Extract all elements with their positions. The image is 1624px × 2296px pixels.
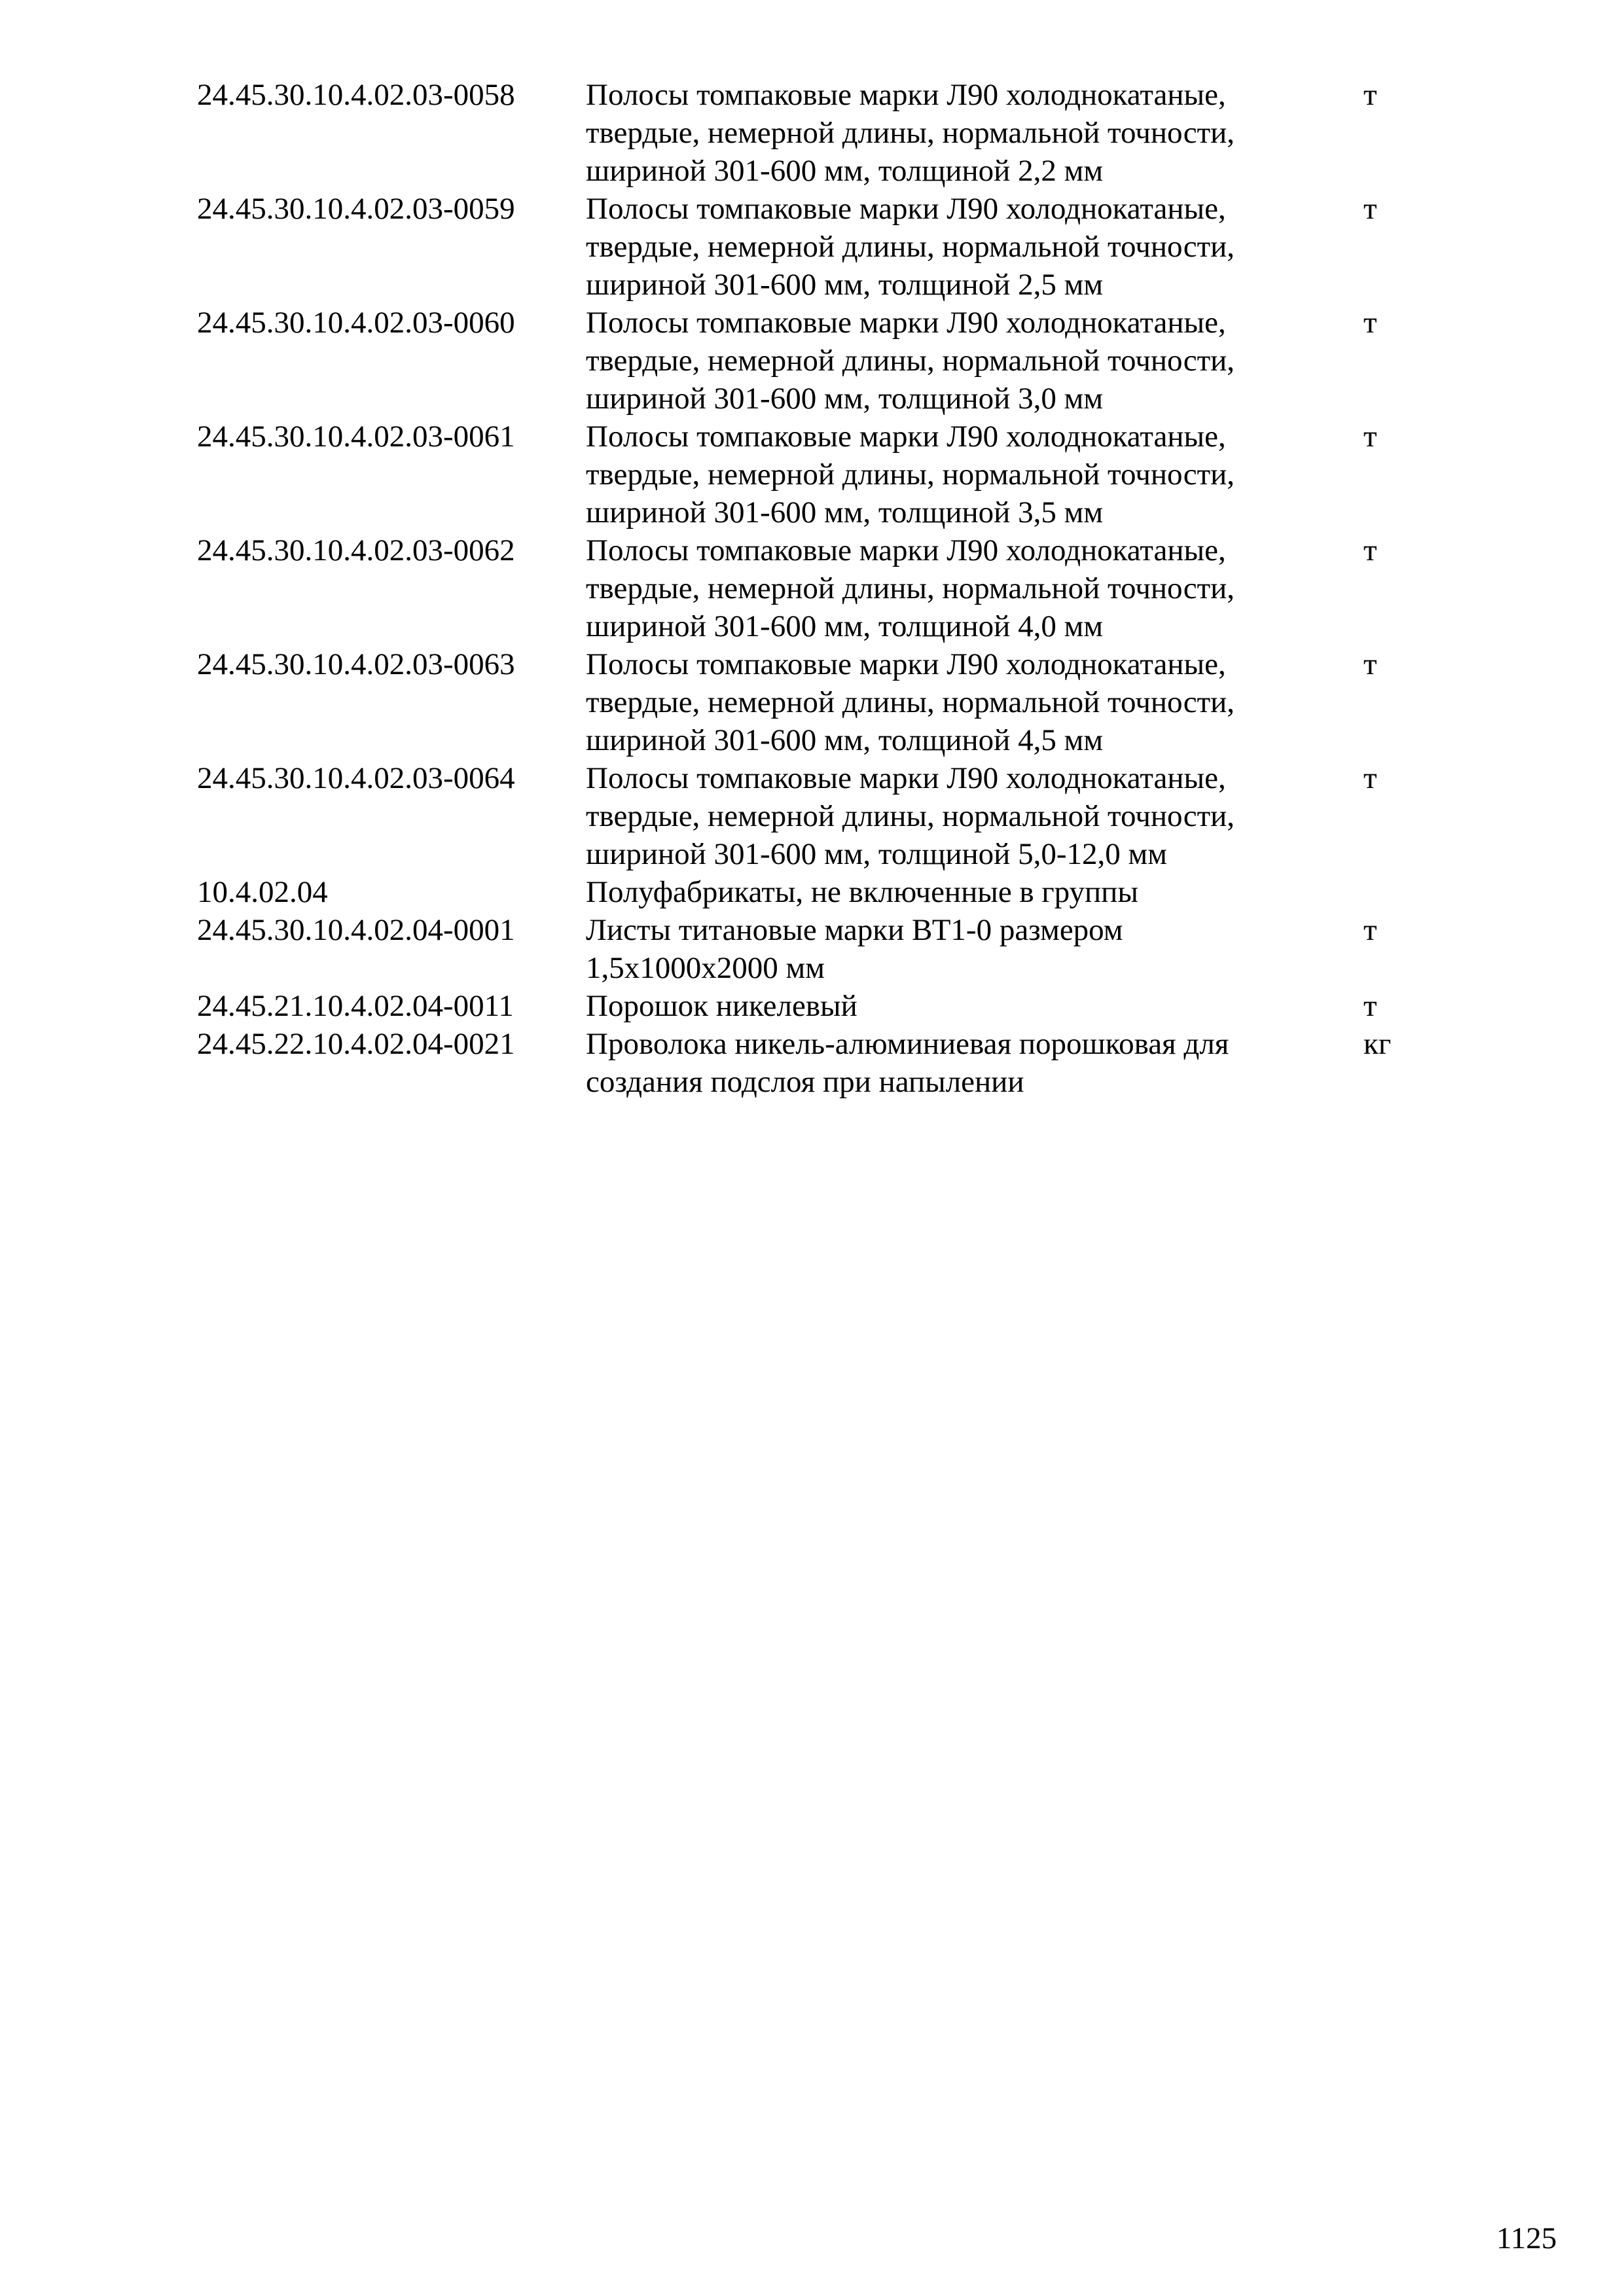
group-heading-row xyxy=(197,873,1441,911)
resource-unit: т xyxy=(1363,533,1377,567)
list-item xyxy=(197,1025,1441,1101)
list-item xyxy=(197,76,1441,190)
resource-code: 24.45.30.10.4.02.03-0061 xyxy=(197,420,515,454)
resource-unit: т xyxy=(1363,420,1377,454)
resource-unit: т xyxy=(1363,306,1377,340)
list-item xyxy=(197,759,1441,873)
resource-description: Полосы томпаковые марки Л90 холоднокатаные, твердые, немерной длины, нормальной точности, шириной 301-600 мм, толщиной 2,5 мм xyxy=(586,192,1235,302)
resource-description: Порошок никелевый xyxy=(586,989,857,1023)
resource-code: 24.45.21.10.4.02.04-0011 xyxy=(197,989,514,1023)
resource-unit: т xyxy=(1363,78,1377,112)
resource-list xyxy=(197,76,1441,1101)
group-title: Полуфабрикаты, не включенные в группы xyxy=(586,875,1138,909)
resource-description: Полосы томпаковые марки Л90 холоднокатаные, твердые, немерной длины, нормальной точности, шириной 301-600 мм, толщиной 2,2 мм xyxy=(586,78,1235,188)
list-item xyxy=(197,987,1441,1025)
list-item xyxy=(197,418,1441,531)
resource-unit: т xyxy=(1363,192,1377,226)
list-item xyxy=(197,645,1441,759)
resource-unit: т xyxy=(1363,913,1377,947)
resource-code: 24.45.30.10.4.02.03-0059 xyxy=(197,192,515,226)
resource-code: 24.45.30.10.4.02.03-0058 xyxy=(197,78,515,112)
page-number: 1125 xyxy=(1496,2221,1557,2255)
list-item xyxy=(197,531,1441,645)
list-item xyxy=(197,190,1441,304)
list-item xyxy=(197,911,1441,987)
resource-unit: т xyxy=(1363,989,1377,1023)
resource-code: 24.45.30.10.4.02.04-0001 xyxy=(197,913,515,947)
group-code: 10.4.02.04 xyxy=(197,875,328,909)
resource-description: Полосы томпаковые марки Л90 холоднокатаные, твердые, немерной длины, нормальной точности, шириной 301-600 мм, толщиной 3,5 мм xyxy=(586,420,1235,529)
resource-description: Проволока никель-алюминиевая порошковая для создания подслоя при напылении xyxy=(586,1027,1229,1099)
resource-description: Полосы томпаковые марки Л90 холоднокатаные, твердые, немерной длины, нормальной точности, шириной 301-600 мм, толщиной 5,0-12,0 мм xyxy=(586,761,1235,871)
resource-description: Полосы томпаковые марки Л90 холоднокатаные, твердые, немерной длины, нормальной точности, шириной 301-600 мм, толщиной 3,0 мм xyxy=(586,306,1235,416)
resource-unit: т xyxy=(1363,647,1377,681)
resource-description: Листы титановые марки ВТ1-0 размером 1,5х1000х2000 мм xyxy=(586,913,1123,985)
resource-code: 24.45.30.10.4.02.03-0060 xyxy=(197,306,515,340)
list-item xyxy=(197,304,1441,418)
resource-description: Полосы томпаковые марки Л90 холоднокатаные, твердые, немерной длины, нормальной точности, шириной 301-600 мм, толщиной 4,0 мм xyxy=(586,533,1235,643)
resource-code: 24.45.30.10.4.02.03-0063 xyxy=(197,647,515,681)
resource-code: 24.45.30.10.4.02.03-0062 xyxy=(197,533,515,567)
resource-code: 24.45.30.10.4.02.03-0064 xyxy=(197,761,515,795)
resource-code: 24.45.22.10.4.02.04-0021 xyxy=(197,1027,515,1061)
resource-unit: кг xyxy=(1363,1027,1392,1061)
resource-description: Полосы томпаковые марки Л90 холоднокатаные, твердые, немерной длины, нормальной точности, шириной 301-600 мм, толщиной 4,5 мм xyxy=(586,647,1235,757)
resource-unit: т xyxy=(1363,761,1377,795)
